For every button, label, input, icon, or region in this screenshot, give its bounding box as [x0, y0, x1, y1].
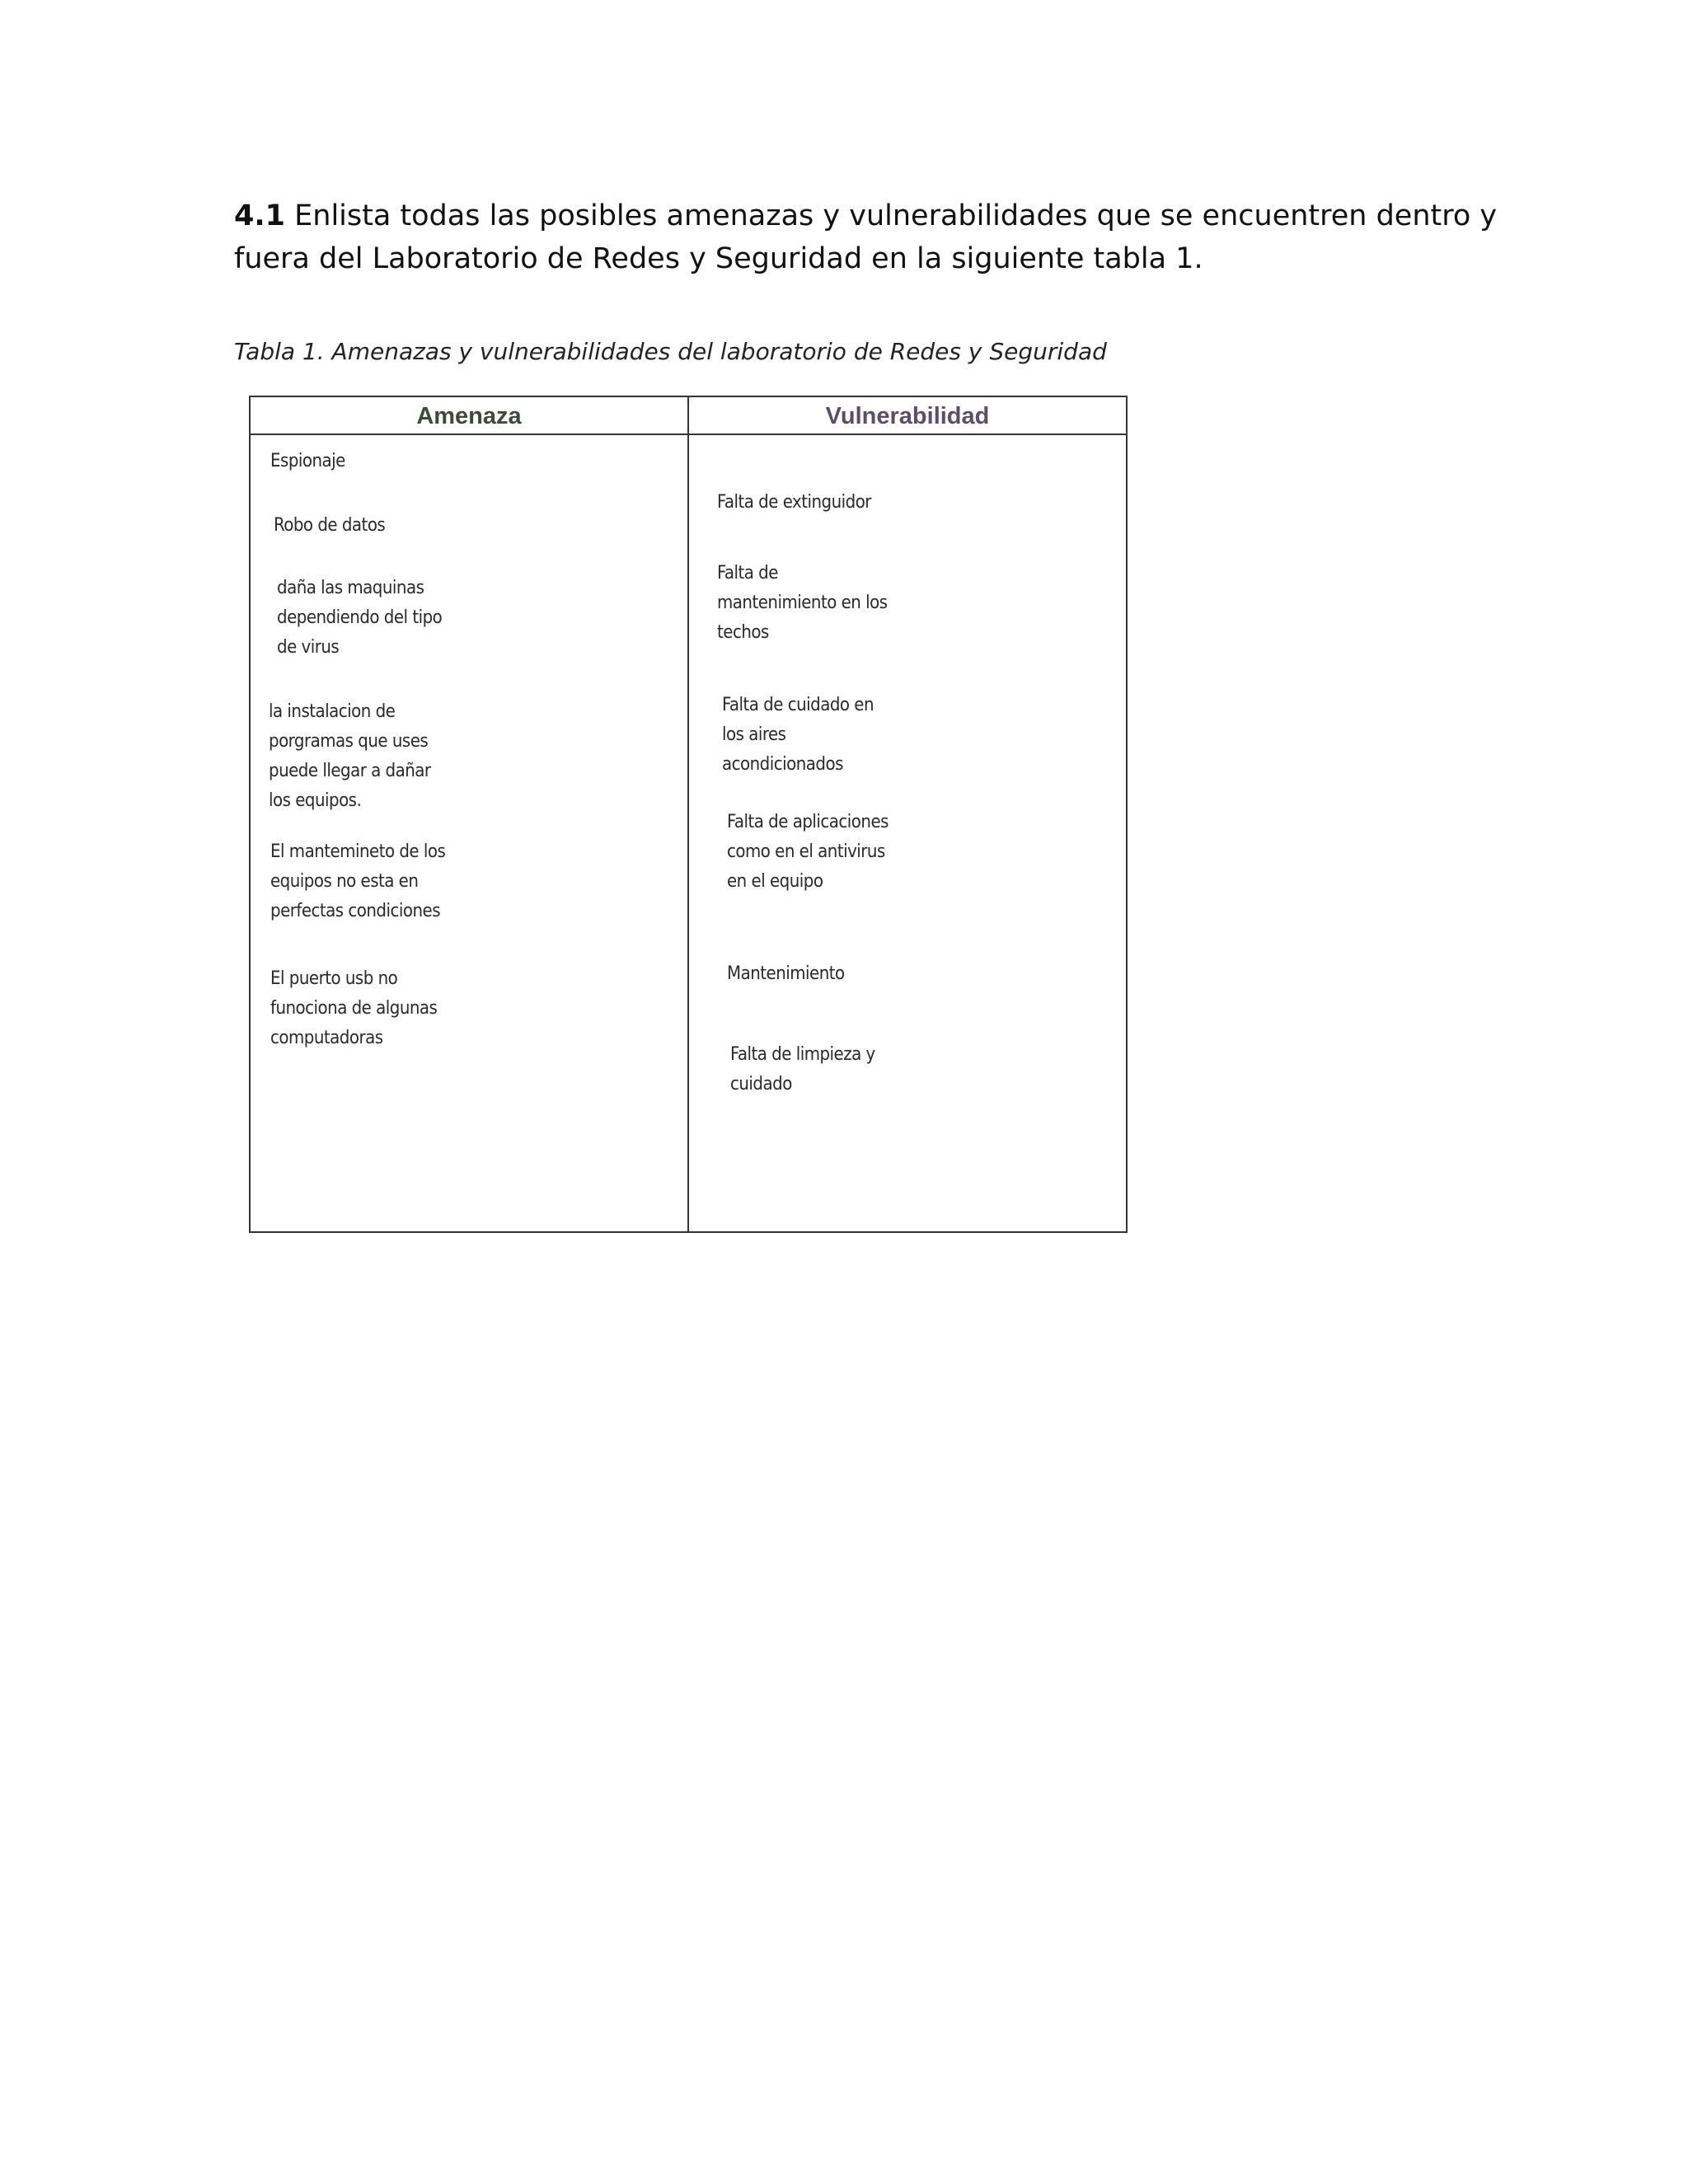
amenaza-item: daña las maquinas dependiendo del tipo de virus	[277, 578, 443, 658]
vulnerabilidad-item: Falta de aplicaciones como en el antivirus en el equipo	[727, 812, 889, 892]
amenaza-item: Robo de datos	[274, 515, 386, 536]
vulnerabilidad-item: Falta de limpieza y cuidado	[730, 1044, 875, 1094]
amenaza-item: El puerto usb no funociona de algunas computadoras	[270, 968, 438, 1048]
vulnerabilidad-item: Mantenimiento	[727, 963, 845, 984]
amenaza-item: la instalacion de porgramas que uses puede llegar a dañar los equipos.	[269, 701, 431, 811]
vulnerabilidad-item: Falta de extinguidor	[717, 492, 871, 513]
section-instruction: Enlista todas las posibles amenazas y vulnerabilidades que se encuentren dentro y fuera del Laboratorio de Redes y Seguridad en la siguiente tabla 1.	[234, 199, 1498, 275]
threats-vulnerabilities-table	[249, 396, 1128, 1233]
amenaza-item: Espionaje	[270, 451, 345, 471]
vulnerabilidad-item: Falta de mantenimiento en los techos	[717, 563, 888, 643]
amenaza-item: El mantemineto de los equipos no esta en perfectas condiciones	[270, 841, 446, 921]
section-number: 4.1	[234, 199, 286, 232]
header-amenaza: Amenaza	[416, 403, 522, 429]
section-heading	[234, 194, 1503, 280]
column-divider	[687, 397, 689, 1231]
vulnerabilidad-item: Falta de cuidado en los aires acondicionados	[722, 695, 874, 775]
table-caption: Tabla 1. Amenazas y vulnerabilidades del laboratorio de Redes y Seguridad	[234, 338, 1107, 365]
header-vulnerabilidad: Vulnerabilidad	[825, 403, 990, 429]
